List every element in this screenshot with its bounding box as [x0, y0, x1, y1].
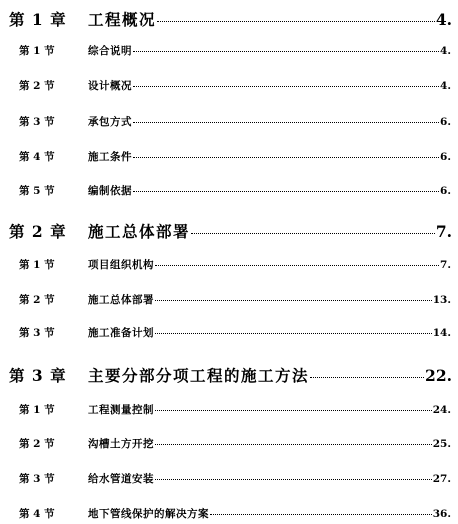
toc-chapter-3[interactable] [0, 364, 458, 386]
section-number: 第 2 节 [19, 438, 55, 450]
dot-leader [310, 376, 424, 378]
section-number: 第 4 节 [19, 508, 55, 520]
toc-chapter-2[interactable] [0, 220, 458, 242]
page-number: 6. [440, 151, 451, 163]
page-number: 24. [432, 404, 451, 416]
page-number: 13. [432, 294, 451, 306]
chapter-number: 第 3 章 [9, 366, 67, 385]
section-number: 第 5 节 [19, 185, 55, 197]
dot-leader [155, 443, 432, 445]
dot-leader [210, 513, 432, 515]
page-number: 25. [432, 438, 451, 450]
section-title: 工程测量控制 [88, 404, 154, 416]
section-title: 设计概况 [88, 80, 132, 92]
dot-leader [155, 264, 439, 266]
page-number: 6. [440, 116, 451, 128]
section-title: 承包方式 [88, 116, 132, 128]
dot-leader [133, 156, 439, 158]
page-number: 27. [432, 473, 451, 485]
section-number: 第 2 节 [19, 294, 55, 306]
toc-section-3-2[interactable] [0, 436, 458, 452]
dot-leader [133, 85, 439, 87]
toc-chapter-1[interactable] [0, 8, 458, 30]
dot-leader [133, 50, 439, 52]
dot-leader [155, 478, 432, 480]
page-number: 6. [440, 185, 451, 197]
section-title: 沟槽土方开挖 [88, 438, 154, 450]
dot-leader [133, 121, 439, 123]
dot-leader [155, 409, 432, 411]
section-number: 第 3 节 [19, 327, 55, 339]
toc-section-1-3[interactable] [0, 114, 458, 130]
page-number: 4. [435, 10, 452, 29]
chapter-number: 第 1 章 [9, 10, 67, 29]
page-number: 7. [440, 259, 451, 271]
section-number: 第 1 节 [19, 404, 55, 416]
chapter-title: 施工总体部署 [88, 222, 191, 241]
dot-leader [133, 190, 439, 192]
section-title: 给水管道安装 [88, 473, 154, 485]
toc-section-2-3[interactable] [0, 325, 458, 341]
toc-section-1-5[interactable] [0, 183, 458, 199]
section-number: 第 1 节 [19, 45, 55, 57]
page-number: 4. [440, 45, 451, 57]
toc-section-1-2[interactable] [0, 78, 458, 94]
toc-section-2-1[interactable] [0, 257, 458, 273]
dot-leader [155, 332, 432, 334]
toc-section-3-3[interactable] [0, 471, 458, 487]
page-number: 22. [425, 366, 452, 385]
dot-leader [155, 299, 432, 301]
section-title: 编制依据 [88, 185, 132, 197]
section-number: 第 3 节 [19, 473, 55, 485]
section-title: 地下管线保护的解决方案 [88, 508, 209, 520]
chapter-title: 主要分部分项工程的施工方法 [88, 366, 310, 385]
section-number: 第 1 节 [19, 259, 55, 271]
chapter-number: 第 2 章 [9, 222, 67, 241]
section-title: 项目组织机构 [88, 259, 154, 271]
page-number: 7. [435, 222, 452, 241]
dot-leader [191, 232, 435, 234]
section-number: 第 4 节 [19, 151, 55, 163]
section-title: 施工准备计划 [88, 327, 154, 339]
toc-section-2-2[interactable] [0, 292, 458, 308]
section-number: 第 2 节 [19, 80, 55, 92]
page-number: 36. [432, 508, 451, 520]
section-number: 第 3 节 [19, 116, 55, 128]
toc-section-1-1[interactable] [0, 43, 458, 59]
page-number: 14. [432, 327, 451, 339]
section-title: 施工条件 [88, 151, 132, 163]
section-title: 施工总体部署 [88, 294, 154, 306]
dot-leader [157, 20, 435, 22]
toc-section-1-4[interactable] [0, 149, 458, 165]
toc-section-3-4[interactable] [0, 506, 458, 522]
chapter-title: 工程概况 [88, 10, 157, 29]
toc-section-3-1[interactable] [0, 402, 458, 418]
section-title: 综合说明 [88, 45, 132, 57]
page-number: 4. [440, 80, 451, 92]
